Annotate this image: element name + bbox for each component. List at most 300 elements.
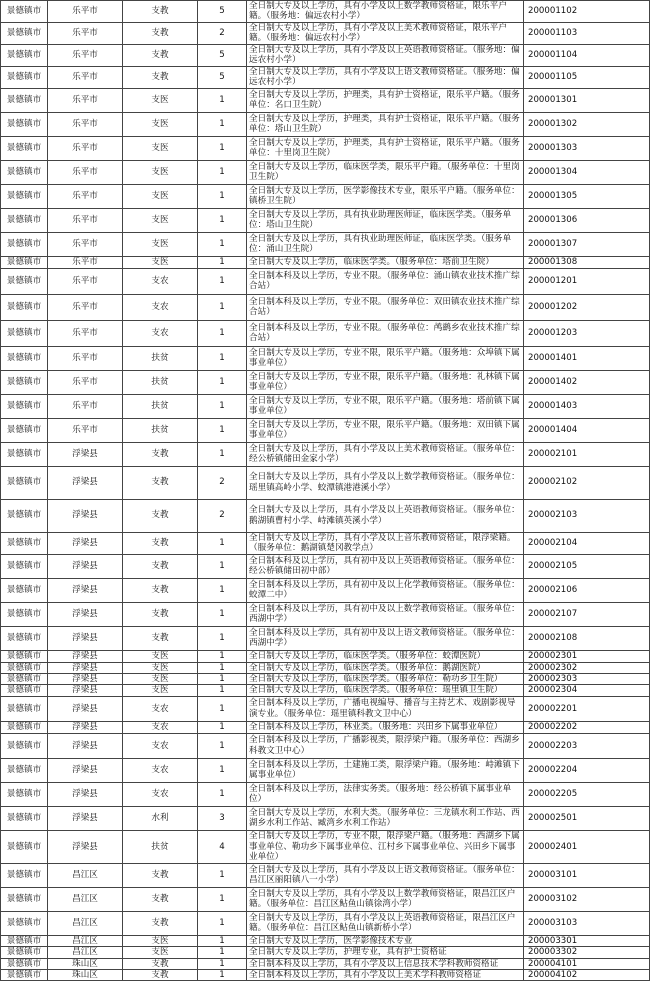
table-body [1,1,650,981]
county-cell: 浮梁县 [48,696,123,721]
table-row [1,88,650,112]
position-code-cell: 200002103 [524,499,650,532]
position-code-cell: 200001301 [524,88,650,112]
position-code-cell: 200002304 [524,685,650,696]
count-cell: 1 [198,294,247,320]
position-code-cell: 200002202 [524,721,650,733]
city-cell: 景德镇市 [1,650,48,662]
requirement-cell: 全日制大专及以上学历，护理类，具有护士资格证，限乐平户籍。（服务单位：塔山卫生院） [247,112,524,136]
city-cell: 景德镇市 [1,418,48,442]
position-code-cell: 200002107 [524,602,650,626]
county-cell: 乐平市 [48,268,123,294]
count-cell: 1 [198,970,247,981]
type-cell: 支农 [123,320,198,346]
city-cell: 景德镇市 [1,22,48,44]
county-cell: 乐平市 [48,232,123,256]
city-cell: 景德镇市 [1,499,48,532]
county-cell: 浮梁县 [48,733,123,758]
table-row [1,578,650,602]
table-row [1,887,650,911]
county-cell: 浮梁县 [48,674,123,685]
position-code-cell: 200002105 [524,554,650,578]
position-code-cell: 200001102 [524,1,650,23]
county-cell: 浮梁县 [48,830,123,863]
table-row [1,721,650,733]
requirement-cell: 全日制大专及以上学历，具有小学及以上数学教师资格证，限乐平户籍。（服务地：偏远农村小学） [247,1,524,23]
table-row [1,466,650,499]
requirement-cell: 全日制本科及以上学历，专业不限。（服务单位：双田镇农业技术推广综合站） [247,294,524,320]
position-code-cell: 200001103 [524,22,650,44]
city-cell: 景德镇市 [1,721,48,733]
type-cell: 支医 [123,208,198,232]
requirement-cell: 全日制本科及以上学历，具有小学及以上信息技术学科教师资格证 [247,958,524,969]
city-cell: 景德镇市 [1,578,48,602]
county-cell: 乐平市 [48,320,123,346]
requirement-cell: 全日制本科及以上学历，具有初中及以上数学教师资格证。（服务单位：西湖中学） [247,602,524,626]
city-cell: 景德镇市 [1,911,48,935]
requirement-cell: 全日制大专及以上学历，护理专业，具有护士资格证 [247,947,524,958]
position-code-cell: 200003101 [524,863,650,887]
city-cell: 景德镇市 [1,626,48,650]
city-cell: 景德镇市 [1,782,48,806]
count-cell: 1 [198,554,247,578]
city-cell: 景德镇市 [1,160,48,184]
count-cell: 1 [198,626,247,650]
county-cell: 昌江区 [48,887,123,911]
table-row [1,112,650,136]
type-cell: 支农 [123,758,198,782]
count-cell: 1 [198,578,247,602]
county-cell: 浮梁县 [48,685,123,696]
city-cell: 景德镇市 [1,674,48,685]
position-code-cell: 200001404 [524,418,650,442]
count-cell: 1 [198,650,247,662]
type-cell: 支教 [123,863,198,887]
type-cell: 支医 [123,256,198,268]
table-row [1,184,650,208]
city-cell: 景德镇市 [1,88,48,112]
position-code-cell: 200002401 [524,830,650,863]
requirement-cell: 全日制大专及以上学历，专业不限，限乐平户籍。（服务地：众埠镇下属事业单位） [247,346,524,370]
type-cell: 支医 [123,662,198,673]
requirement-cell: 全日制大专及以上学历，具有执业助理医师证，临床医学类。（服务单位：涌山卫生院） [247,232,524,256]
table-row [1,294,650,320]
count-cell: 5 [198,66,247,88]
county-cell: 乐平市 [48,22,123,44]
table-row [1,935,650,946]
table-row [1,1,650,23]
city-cell: 景德镇市 [1,294,48,320]
city-cell: 景德镇市 [1,602,48,626]
count-cell: 1 [198,346,247,370]
requirement-cell: 全日制大专及以上学历，具有小学及以上语文教师资格证。（服务单位：昌江区丽阳镇八一小学） [247,863,524,887]
table-row [1,947,650,958]
city-cell: 景德镇市 [1,830,48,863]
table-row [1,442,650,466]
requirement-cell: 全日制大专及以上学历，具有小学及以上美术教师资格证。（服务单位：经公桥镇储田金家小学） [247,442,524,466]
type-cell: 支教 [123,602,198,626]
table-row [1,650,650,662]
table-row [1,346,650,370]
table-row [1,758,650,782]
city-cell: 景德镇市 [1,863,48,887]
table-row [1,44,650,66]
city-cell: 景德镇市 [1,268,48,294]
position-code-cell: 200001304 [524,160,650,184]
table-row [1,602,650,626]
type-cell: 支教 [123,44,198,66]
count-cell: 1 [198,782,247,806]
county-cell: 浮梁县 [48,554,123,578]
requirement-cell: 全日制大专及以上学历，护理类，具有护士资格证，限乐平户籍。（服务单位：名口卫生院） [247,88,524,112]
count-cell: 1 [198,370,247,394]
count-cell: 1 [198,935,247,946]
count-cell: 3 [198,806,247,830]
city-cell: 景德镇市 [1,44,48,66]
requirement-cell: 全日制大专及以上学历，专业不限，限乐平户籍。（服务地：礼林镇下属事业单位） [247,370,524,394]
county-cell: 乐平市 [48,160,123,184]
requirement-cell: 全日制大专及以上学历，具有小学及以上英语教师资格证。（服务单位：鹅湖镇曹村小学、峙滩镇英溪小学） [247,499,524,532]
type-cell: 支农 [123,268,198,294]
table-row [1,863,650,887]
requirement-cell: 全日制本科及以上学历，广播电视编导、播音与主持艺术、戏剧影视导演专业。（服务单位：瑶里镇科教文卫中心） [247,696,524,721]
position-code-cell: 200002303 [524,674,650,685]
count-cell: 1 [198,268,247,294]
requirement-cell: 全日制大专及以上学历，具有小学及以上数学教师资格证。（服务单位：瑶里镇高岭小学、蛟潭镇港港溪小学） [247,466,524,499]
position-code-cell: 200002204 [524,758,650,782]
count-cell: 1 [198,320,247,346]
table-row [1,136,650,160]
type-cell: 支农 [123,696,198,721]
type-cell: 支教 [123,499,198,532]
requirement-cell: 全日制大专及以上学历，医学影像技术专业 [247,935,524,946]
city-cell: 景德镇市 [1,696,48,721]
table-row [1,256,650,268]
requirement-cell: 全日制本科及以上学历，林业类。（服务地：兴田乡下属事业单位） [247,721,524,733]
count-cell: 2 [198,22,247,44]
type-cell: 支医 [123,136,198,160]
table-row [1,554,650,578]
requirement-cell: 全日制本科及以上学历，法律实务类。（服务地：经公桥镇下属事业单位） [247,782,524,806]
position-code-cell: 200001203 [524,320,650,346]
requirement-cell: 全日制大专及以上学历，具有执业助理医师证，临床医学类。（服务单位：塔山卫生院） [247,208,524,232]
requirement-cell: 全日制大专及以上学历，专业不限，限浮梁户籍。（服务地：西湖乡下属事业单位、勒功乡下属事业单位、江村乡下属事业单位、兴田乡下属事业单位） [247,830,524,863]
county-cell: 昌江区 [48,947,123,958]
table-row [1,22,650,44]
count-cell: 5 [198,44,247,66]
county-cell: 昌江区 [48,935,123,946]
city-cell: 景德镇市 [1,66,48,88]
count-cell: 1 [198,887,247,911]
city-cell: 景德镇市 [1,532,48,554]
position-code-cell: 200002203 [524,733,650,758]
position-code-cell: 200001302 [524,112,650,136]
requirement-cell: 全日制大专及以上学历，水利大类。（服务单位：三龙镇水利工作站、西湖乡水利工作站、臧湾乡水利工作站） [247,806,524,830]
count-cell: 1 [198,160,247,184]
type-cell: 支教 [123,911,198,935]
position-code-cell: 200001402 [524,370,650,394]
type-cell: 支农 [123,733,198,758]
city-cell: 景德镇市 [1,466,48,499]
city-cell: 景德镇市 [1,806,48,830]
type-cell: 支教 [123,466,198,499]
count-cell: 1 [198,696,247,721]
type-cell: 支医 [123,685,198,696]
city-cell: 景德镇市 [1,370,48,394]
table-row [1,830,650,863]
position-code-cell: 200002104 [524,532,650,554]
position-code-cell: 200003102 [524,887,650,911]
position-code-cell: 200002501 [524,806,650,830]
table-row [1,733,650,758]
requirement-cell: 全日制本科及以上学历，专业不限。（服务单位：涌山镇农业技术推广综合站） [247,268,524,294]
county-cell: 乐平市 [48,184,123,208]
table-row [1,626,650,650]
requirement-cell: 全日制大专及以上学历，临床医学类。（服务单位：勒功乡卫生院） [247,674,524,685]
county-cell: 浮梁县 [48,662,123,673]
county-cell: 浮梁县 [48,626,123,650]
position-code-cell: 200002302 [524,662,650,673]
county-cell: 乐平市 [48,208,123,232]
table-row [1,208,650,232]
county-cell: 浮梁县 [48,782,123,806]
county-cell: 浮梁县 [48,499,123,532]
county-cell: 珠山区 [48,970,123,981]
count-cell: 1 [198,602,247,626]
requirement-cell: 全日制本科及以上学历，土建施工类，限浮梁户籍。（服务地：峙滩镇下属事业单位） [247,758,524,782]
count-cell: 1 [198,418,247,442]
county-cell: 浮梁县 [48,442,123,466]
position-code-cell: 200001403 [524,394,650,418]
requirement-cell: 全日制本科及以上学历，具有初中及以上语文教师资格证。（服务单位：西湖中学） [247,626,524,650]
type-cell: 支教 [123,887,198,911]
requirement-cell: 全日制大专及以上学历，具有小学及以上美术教师资格证，限乐平户籍。（服务地：偏远农村小学） [247,22,524,44]
table-row [1,268,650,294]
city-cell: 景德镇市 [1,733,48,758]
requirement-cell: 全日制大专及以上学历，具有小学及以上英语教师资格证，限昌江区户籍。（服务单位：昌江区鲇鱼山镇新桥小学） [247,911,524,935]
type-cell: 扶贫 [123,394,198,418]
type-cell: 支农 [123,294,198,320]
requirement-cell: 全日制大专及以上学历，专业不限，限乐平户籍。（服务地：塔前镇下属事业单位） [247,394,524,418]
county-cell: 乐平市 [48,394,123,418]
table-row [1,970,650,981]
position-code-cell: 200001202 [524,294,650,320]
count-cell: 1 [198,184,247,208]
city-cell: 景德镇市 [1,232,48,256]
county-cell: 乐平市 [48,370,123,394]
county-cell: 浮梁县 [48,532,123,554]
table-row [1,911,650,935]
table-row [1,662,650,673]
count-cell: 1 [198,758,247,782]
count-cell: 1 [198,733,247,758]
type-cell: 支教 [123,532,198,554]
requirement-cell: 全日制大专及以上学历，临床医学类。（服务单位：蛟潭医院） [247,650,524,662]
position-code-cell: 200003302 [524,947,650,958]
table-row [1,532,650,554]
city-cell: 景德镇市 [1,947,48,958]
count-cell: 1 [198,911,247,935]
type-cell: 支医 [123,935,198,946]
position-code-cell: 200001401 [524,346,650,370]
position-code-cell: 200002101 [524,442,650,466]
city-cell: 景德镇市 [1,758,48,782]
count-cell: 1 [198,674,247,685]
type-cell: 支医 [123,650,198,662]
county-cell: 乐平市 [48,136,123,160]
position-code-cell: 200001308 [524,256,650,268]
requirement-cell: 全日制大专及以上学历，具有小学及以上英语教师资格证。（服务地：偏远农村小学） [247,44,524,66]
city-cell: 景德镇市 [1,685,48,696]
type-cell: 支医 [123,112,198,136]
table-row [1,160,650,184]
type-cell: 支医 [123,160,198,184]
count-cell: 2 [198,466,247,499]
position-code-cell: 200002102 [524,466,650,499]
county-cell: 浮梁县 [48,758,123,782]
type-cell: 水利 [123,806,198,830]
type-cell: 支农 [123,721,198,733]
count-cell: 1 [198,442,247,466]
city-cell: 景德镇市 [1,662,48,673]
city-cell: 景德镇市 [1,256,48,268]
city-cell: 景德镇市 [1,442,48,466]
type-cell: 扶贫 [123,370,198,394]
table-row [1,66,650,88]
count-cell: 1 [198,532,247,554]
city-cell: 景德镇市 [1,935,48,946]
county-cell: 昌江区 [48,863,123,887]
position-code-cell: 200002108 [524,626,650,650]
county-cell: 珠山区 [48,958,123,969]
requirement-cell: 全日制大专及以上学历，专业不限，限乐平户籍。（服务地：双田镇下属事业单位） [247,418,524,442]
count-cell: 1 [198,721,247,733]
table-row [1,370,650,394]
county-cell: 浮梁县 [48,466,123,499]
type-cell: 扶贫 [123,346,198,370]
type-cell: 扶贫 [123,418,198,442]
table-row [1,696,650,721]
city-cell: 景德镇市 [1,394,48,418]
requirement-cell: 全日制本科及以上学历，具有初中及以上化学教师资格证。（服务单位：蛟潭二中） [247,578,524,602]
city-cell: 景德镇市 [1,208,48,232]
count-cell: 1 [198,112,247,136]
position-code-cell: 200004102 [524,970,650,981]
type-cell: 支医 [123,184,198,208]
county-cell: 浮梁县 [48,650,123,662]
requirement-cell: 全日制大专及以上学历，临床医学类。（服务单位：塔前卫生院） [247,256,524,268]
count-cell: 4 [198,830,247,863]
count-cell: 2 [198,499,247,532]
position-code-cell: 200001306 [524,208,650,232]
type-cell: 支教 [123,554,198,578]
requirement-cell: 全日制大专及以上学历，临床医学类，限乐平户籍。（服务单位：十里岗卫生院） [247,160,524,184]
type-cell: 支医 [123,947,198,958]
count-cell: 1 [198,863,247,887]
type-cell: 支医 [123,674,198,685]
count-cell: 1 [198,958,247,969]
table-row [1,418,650,442]
county-cell: 浮梁县 [48,602,123,626]
city-cell: 景德镇市 [1,554,48,578]
requirement-cell: 全日制本科及以上学历，具有小学及以上美术学科教师资格证 [247,970,524,981]
requirement-cell: 全日制本科及以上学历，广播影视类，限浮梁户籍。（服务单位：西湖乡科教文卫中心） [247,733,524,758]
position-code-cell: 200001305 [524,184,650,208]
table-row [1,499,650,532]
city-cell: 景德镇市 [1,1,48,23]
position-code-cell: 200001307 [524,232,650,256]
position-code-cell: 200002205 [524,782,650,806]
position-code-cell: 200003301 [524,935,650,946]
type-cell: 支医 [123,88,198,112]
type-cell: 支教 [123,578,198,602]
county-cell: 昌江区 [48,911,123,935]
requirement-cell: 全日制大专及以上学历，具有小学及以上数学教师资格证，限昌江区户籍。（服务单位：昌江区鲇鱼山镇徐湾小学） [247,887,524,911]
position-code-cell: 200001201 [524,268,650,294]
table-row [1,394,650,418]
position-code-cell: 200002106 [524,578,650,602]
county-cell: 乐平市 [48,112,123,136]
city-cell: 景德镇市 [1,320,48,346]
count-cell: 1 [198,685,247,696]
count-cell: 1 [198,208,247,232]
type-cell: 支教 [123,1,198,23]
position-code-cell: 200003103 [524,911,650,935]
county-cell: 浮梁县 [48,578,123,602]
position-code-cell: 200004101 [524,958,650,969]
county-cell: 浮梁县 [48,806,123,830]
requirement-cell: 全日制大专及以上学历，具有小学及以上音乐教师资格证，限浮梁籍。（服务单位：鹅湖镇楚冈教学点） [247,532,524,554]
county-cell: 乐平市 [48,88,123,112]
count-cell: 1 [198,136,247,160]
requirement-cell: 全日制大专及以上学历，护理类，具有护士资格证，限乐平户籍。（服务单位：十里岗卫生院） [247,136,524,160]
type-cell: 支教 [123,626,198,650]
position-code-cell: 200001104 [524,44,650,66]
count-cell: 1 [198,947,247,958]
requirement-cell: 全日制本科及以上学历，具有初中及以上英语教师资格证。（服务单位：经公桥镇储田初中部） [247,554,524,578]
city-cell: 景德镇市 [1,136,48,160]
requirement-cell: 全日制大专及以上学历，医学影像技术专业，限乐平户籍。（服务单位：镇桥卫生院） [247,184,524,208]
county-cell: 乐平市 [48,346,123,370]
table-row [1,232,650,256]
table-row [1,320,650,346]
count-cell: 1 [198,88,247,112]
position-code-cell: 200001303 [524,136,650,160]
table-row [1,782,650,806]
county-cell: 乐平市 [48,294,123,320]
count-cell: 1 [198,394,247,418]
requirement-cell: 全日制本科及以上学历，专业不限。（服务单位：鸬鹚乡农业技术推广综合站） [247,320,524,346]
city-cell: 景德镇市 [1,958,48,969]
table-row [1,806,650,830]
county-cell: 乐平市 [48,1,123,23]
county-cell: 浮梁县 [48,721,123,733]
count-cell: 1 [198,662,247,673]
requirement-cell: 全日制大专及以上学历，具有小学及以上语文教师资格证。（服务地：偏远农村小学） [247,66,524,88]
county-cell: 乐平市 [48,418,123,442]
type-cell: 扶贫 [123,830,198,863]
count-cell: 1 [198,256,247,268]
table-row [1,674,650,685]
county-cell: 乐平市 [48,44,123,66]
requirement-cell: 全日制大专及以上学历，临床医学类。（服务单位：瑶里镇卫生院） [247,685,524,696]
city-cell: 景德镇市 [1,112,48,136]
type-cell: 支教 [123,442,198,466]
city-cell: 景德镇市 [1,970,48,981]
type-cell: 支教 [123,22,198,44]
position-code-cell: 200002301 [524,650,650,662]
requirement-cell: 全日制大专及以上学历，临床医学类。（服务单位：鹅湖医院） [247,662,524,673]
